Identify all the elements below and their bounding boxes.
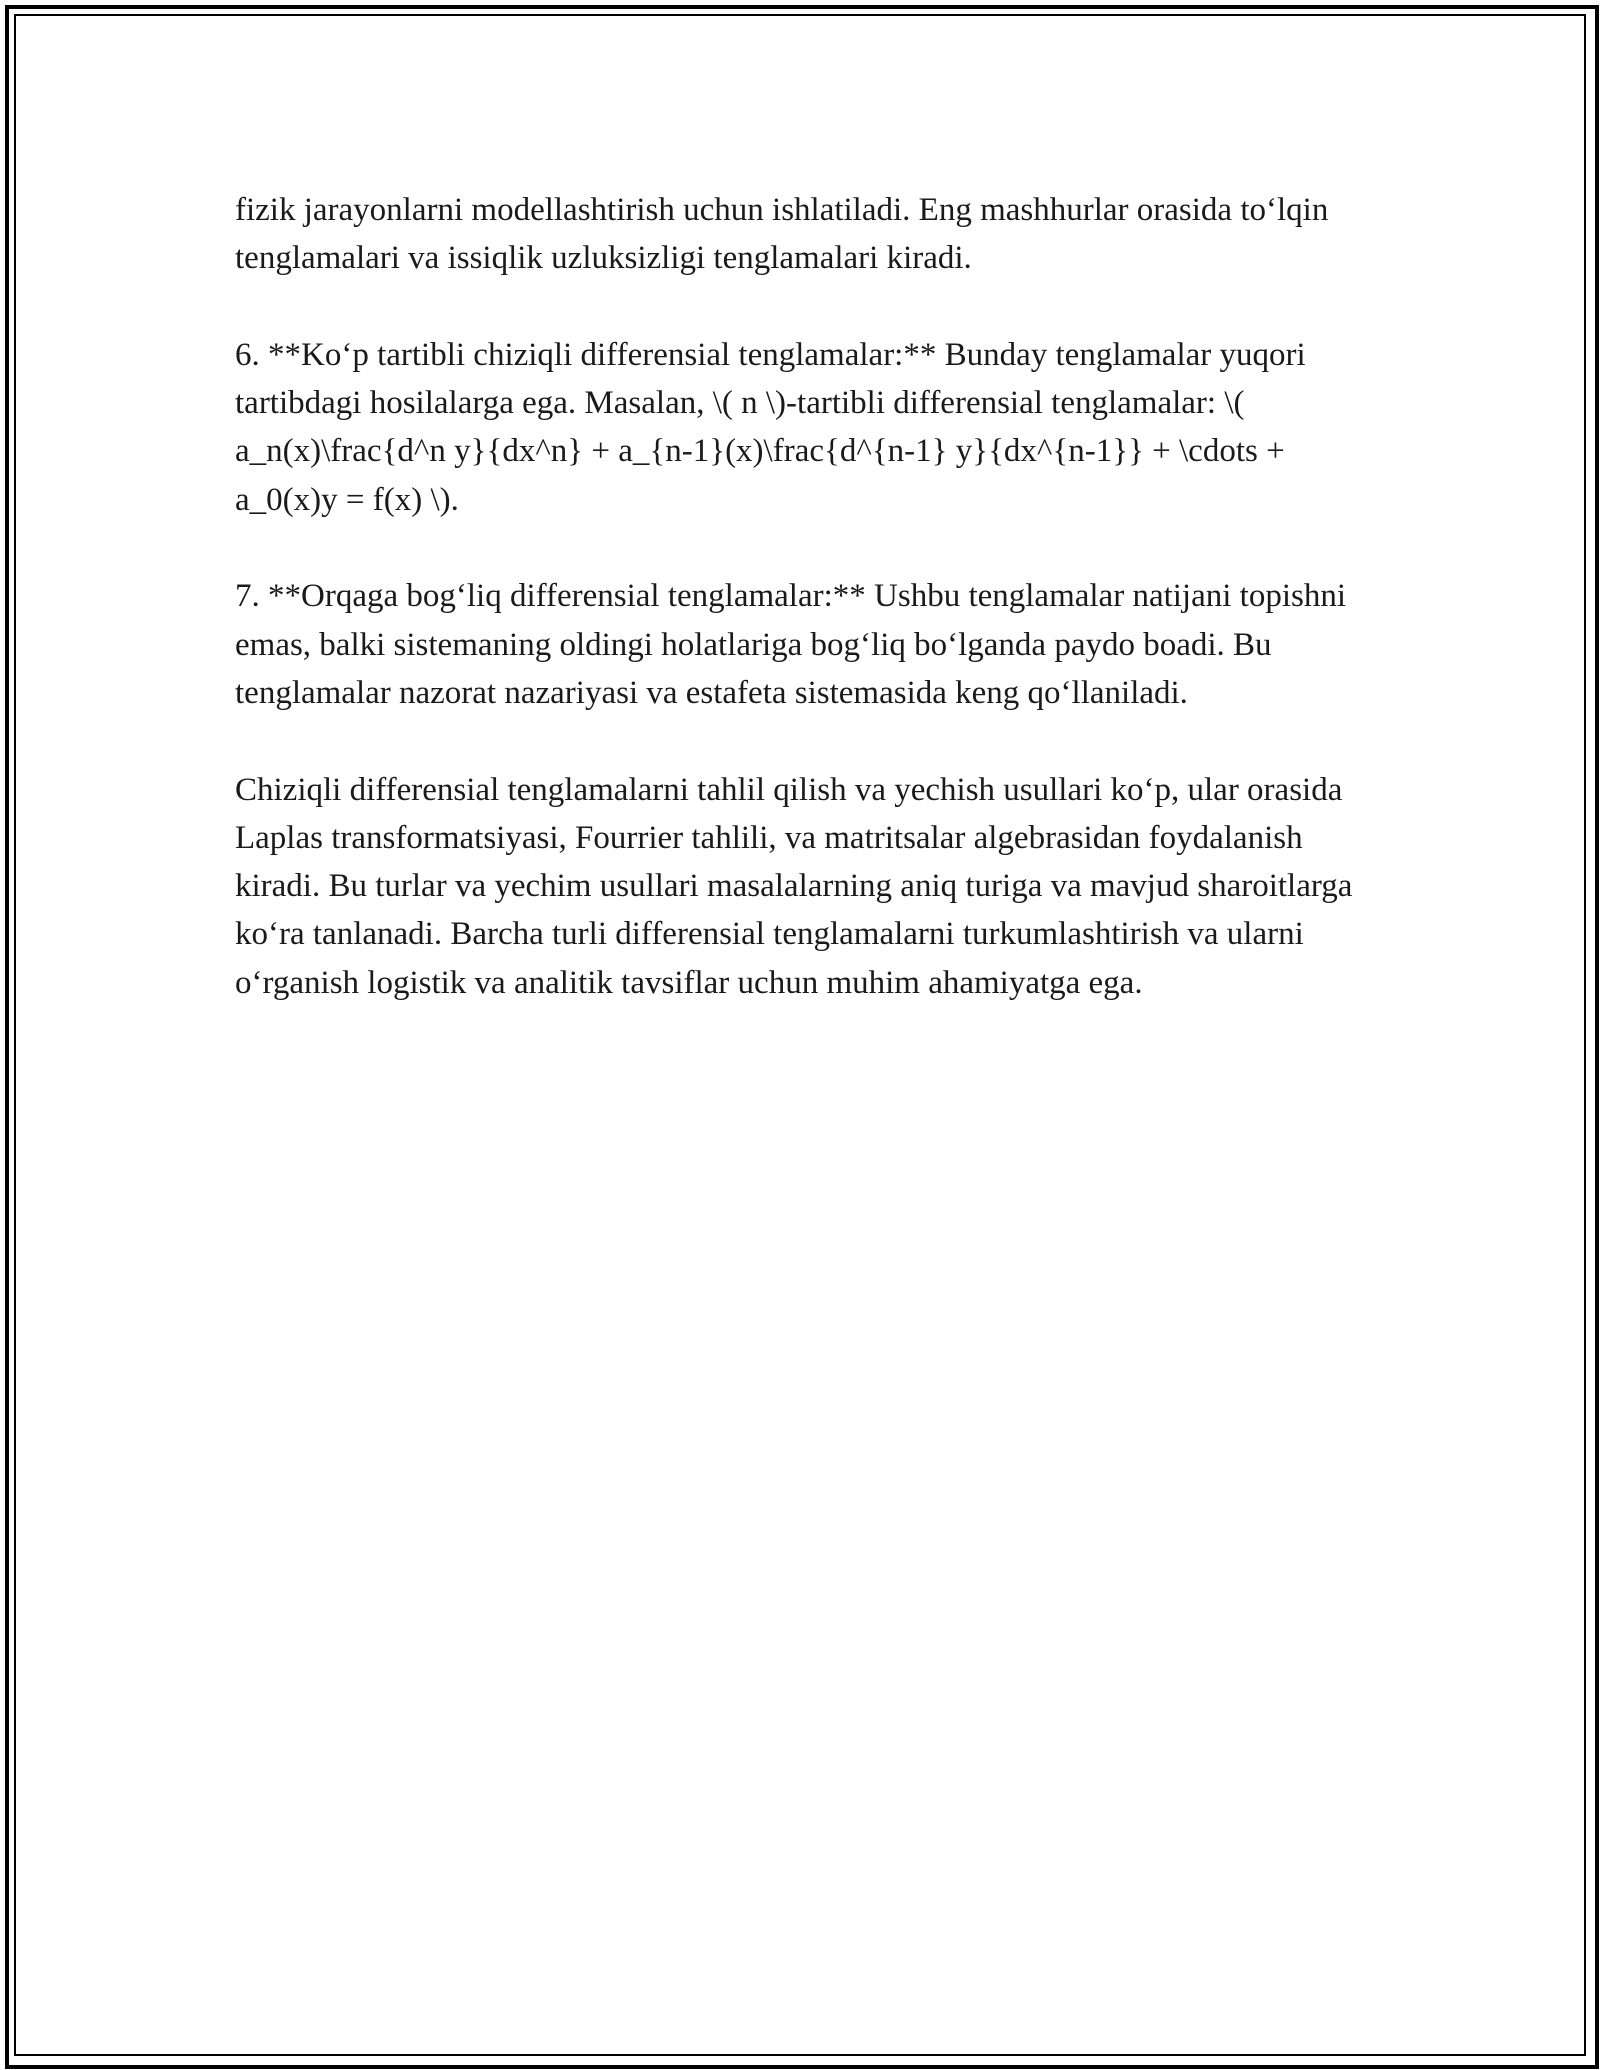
paragraph-item-7: 7. **Orqaga bog‘liq differensial tenglamalar:** Ushbu tenglamalar natijani topishni emas, balki sistemaning oldingi holatlariga bog‘liq bo‘lganda paydo boadi. Bu tenglamalar nazorat nazariyasi va estafeta sistemasida keng qo‘llaniladi. [235, 578, 1347, 711]
paragraph-item-6: 6. **Ko‘p tartibli chiziqli differensial tenglamalar:** Bunday tenglamalar yuqori tartibdagi hosilalarga ega. Masalan, \( n \)-tartibli differensial tenglamalar: \( a_n(x)\frac{d^n y}{dx^n} + a_{n-1}(x)\frac{d^{n-1} y}{dx^{n-1}} + \cdots + a_0(x)y = f(x) \). [235, 336, 1306, 518]
document-body [235, 186, 1375, 1007]
paragraph-conclusion: Chiziqli differensial tenglamalarni tahlil qilish va yechish usullari ko‘p, ular orasida Laplas transformatsiyasi, Fourrier tahlili, va matritsalar algebrasidan foydalanish kiradi. Bu turlar va yechim usullari masalalarning aniq turiga va mavjud sharoitlarga ko‘ra tanlanadi. Barcha turli differensial tenglamalarni turkumlashtirish va ularni o‘rganish logistik va analitik tavsiflar uchun muhim ahamiyatga ega. [235, 771, 1353, 1001]
paragraph-continuation: fizik jarayonlarni modellashtirish uchun ishlatiladi. Eng mashhurlar orasida to‘lqin tenglamalari va issiqlik uzluksizligi tenglamalari kiradi. [235, 192, 1329, 277]
